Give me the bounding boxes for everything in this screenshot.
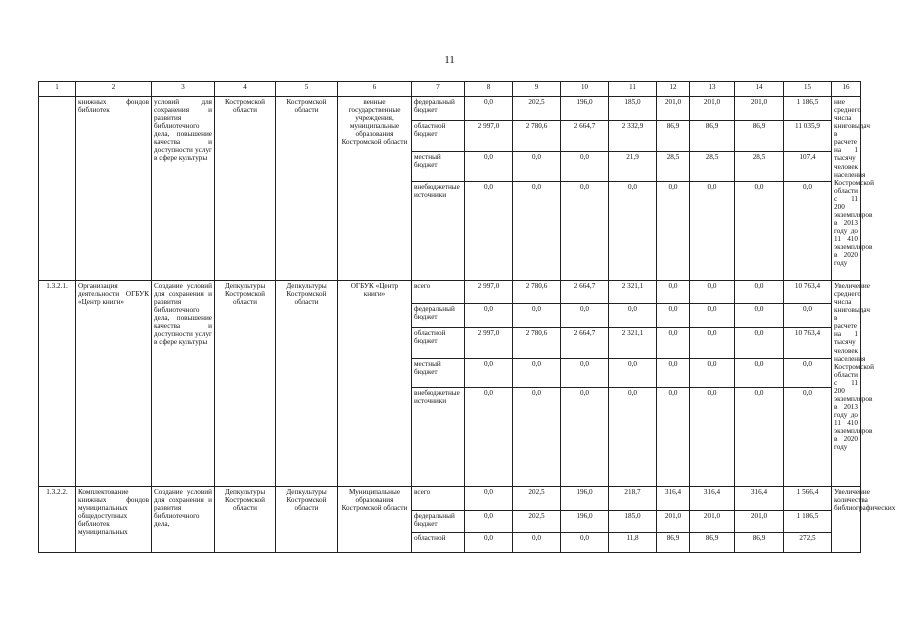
funding-value: 86,9 [690, 533, 735, 553]
funding-value: 2 332,9 [609, 121, 657, 152]
entry-coexecutor: Костромской области [215, 97, 276, 281]
column-number: 8 [465, 82, 513, 97]
entry-coexecutor-2: Депкультуры Костромской области [276, 487, 338, 553]
entry-code: 1.3.2.1. [39, 281, 76, 487]
funding-value: 28,5 [690, 152, 735, 182]
funding-source: внебюджетные источники [412, 182, 465, 281]
funding-value: 201,0 [657, 511, 690, 533]
funding-source: федеральный бюджет [412, 97, 465, 121]
funding-value: 196,0 [561, 487, 609, 511]
funding-value: 0,0 [513, 533, 561, 553]
column-number: 14 [735, 82, 784, 97]
entry-executor: ОГБУК «Центр книги» [338, 281, 412, 487]
funding-value: 0,0 [561, 359, 609, 388]
funding-value: 0,0 [657, 328, 690, 359]
column-number: 10 [561, 82, 609, 97]
entry-goal: Создание условий для сохранения и развития библиотечного дела, [152, 487, 215, 553]
funding-value: 0,0 [690, 182, 735, 281]
funding-value: 0,0 [561, 533, 609, 553]
funding-value: 2 780,6 [513, 281, 561, 304]
entry-name: книжных фондов библиотек [76, 97, 152, 281]
entry-coexecutor: Депкультуры Костромской области [215, 487, 276, 553]
funding-source: областной бюджет [412, 121, 465, 152]
column-number: 2 [76, 82, 152, 97]
funding-value: 316,4 [690, 487, 735, 511]
funding-value: 0,0 [690, 328, 735, 359]
entry-name: Организация деятельности ОГБУК «Центр книги» [76, 281, 152, 487]
funding-value: 0,0 [561, 388, 609, 487]
funding-source: местный бюджет [412, 359, 465, 388]
page-number: 11 [444, 54, 455, 66]
funding-value: 272,5 [784, 533, 832, 553]
column-number: 11 [609, 82, 657, 97]
funding-source: всего [412, 281, 465, 304]
funding-value: 201,0 [690, 97, 735, 121]
entry-executor: венные государственные учреждения, муниципальные образования Костромской области [338, 97, 412, 281]
funding-value: 0,0 [465, 152, 513, 182]
table-row [39, 487, 861, 511]
funding-value: 2 780,6 [513, 121, 561, 152]
funding-value: 0,0 [690, 281, 735, 304]
funding-value: 10 763,4 [784, 328, 832, 359]
funding-value: 201,0 [735, 511, 784, 533]
funding-value: 0,0 [690, 359, 735, 388]
entry-executor: Муниципальные образования Костромской области [338, 487, 412, 553]
funding-value: 0,0 [657, 281, 690, 304]
funding-value: 0,0 [609, 388, 657, 487]
funding-value: 0,0 [735, 359, 784, 388]
expected-result: Увеличение среднего числа книговыдач в расчете на 1 тысячу человек населения Костромской области с 11 200 экземпляров в 2013 году до 11 410 экземпляров в 2020 году [832, 281, 861, 487]
funding-value: 0,0 [657, 182, 690, 281]
funding-value: 0,0 [465, 511, 513, 533]
funding-value: 0,0 [735, 281, 784, 304]
funding-source: федеральный бюджет [412, 511, 465, 533]
funding-value: 2 321,1 [609, 281, 657, 304]
funding-value: 185,0 [609, 511, 657, 533]
funding-value: 0,0 [465, 182, 513, 281]
entry-goal: условий для сохранения и развития библиотечного дела, повышение качества и доступности услуг в сфере культуры [152, 97, 215, 281]
column-number: 7 [412, 82, 465, 97]
funding-value: 0,0 [784, 359, 832, 388]
table-row [39, 281, 861, 304]
column-number: 13 [690, 82, 735, 97]
funding-value: 201,0 [657, 97, 690, 121]
entry-name: Комплектование книжных фондов муниципальных общедоступных библиотек муниципальных [76, 487, 152, 553]
column-number: 6 [338, 82, 412, 97]
entry-coexecutor-2: Депкультуры Костромской области [276, 281, 338, 487]
funding-value: 316,4 [657, 487, 690, 511]
expected-result: ние среднего числа книговыдач в расчете на 1 тысячу человек населения Костромской области с 11 200 экземпляров в 2013 году до 11 410 экземпляров в 2020 году [832, 97, 861, 281]
funding-value: 11 035,9 [784, 121, 832, 152]
entry-coexecutor-2: Костромской области [276, 97, 338, 281]
funding-value: 0,0 [465, 533, 513, 553]
column-number: 9 [513, 82, 561, 97]
funding-value: 0,0 [513, 359, 561, 388]
entry-code [39, 97, 76, 281]
funding-value: 0,0 [513, 152, 561, 182]
funding-value: 1 186,5 [784, 97, 832, 121]
funding-value: 2 997,0 [465, 328, 513, 359]
column-number: 16 [832, 82, 861, 97]
column-number: 15 [784, 82, 832, 97]
funding-value: 0,0 [561, 304, 609, 328]
funding-value: 202,5 [513, 97, 561, 121]
funding-value: 86,9 [690, 121, 735, 152]
funding-value: 0,0 [735, 328, 784, 359]
funding-value: 218,7 [609, 487, 657, 511]
funding-value: 28,5 [735, 152, 784, 182]
column-number: 12 [657, 82, 690, 97]
funding-value: 201,0 [690, 511, 735, 533]
funding-value: 21,9 [609, 152, 657, 182]
funding-value: 0,0 [690, 304, 735, 328]
column-number: 3 [152, 82, 215, 97]
funding-source: местный бюджет [412, 152, 465, 182]
funding-value: 0,0 [465, 359, 513, 388]
funding-value: 2 780,6 [513, 328, 561, 359]
funding-value: 0,0 [657, 388, 690, 487]
funding-value: 2 997,0 [465, 121, 513, 152]
funding-value: 1 186,5 [784, 511, 832, 533]
funding-source: внебюджетные источники [412, 388, 465, 487]
funding-value: 196,0 [561, 511, 609, 533]
funding-value: 0,0 [465, 304, 513, 328]
funding-value: 0,0 [657, 359, 690, 388]
funding-value: 0,0 [784, 182, 832, 281]
funding-value: 11,8 [609, 533, 657, 553]
funding-value: 0,0 [609, 304, 657, 328]
funding-value: 0,0 [513, 388, 561, 487]
funding-source: областной [412, 533, 465, 553]
funding-value: 0,0 [513, 304, 561, 328]
funding-value: 316,4 [735, 487, 784, 511]
column-number: 4 [215, 82, 276, 97]
entry-code: 1.3.2.2. [39, 487, 76, 553]
funding-value: 2 321,1 [609, 328, 657, 359]
funding-value: 0,0 [561, 152, 609, 182]
funding-value: 0,0 [690, 388, 735, 487]
column-number-row [39, 82, 861, 97]
budget-table [38, 81, 896, 553]
funding-value: 86,9 [657, 533, 690, 553]
funding-value: 10 763,4 [784, 281, 832, 304]
funding-value: 1 566,4 [784, 487, 832, 511]
column-number: 5 [276, 82, 338, 97]
funding-value: 2 664,7 [561, 328, 609, 359]
funding-value: 0,0 [561, 182, 609, 281]
funding-value: 0,0 [609, 359, 657, 388]
column-number: 1 [39, 82, 76, 97]
funding-value: 2 664,7 [561, 121, 609, 152]
table-row [39, 97, 861, 121]
funding-value: 86,9 [735, 533, 784, 553]
funding-value: 0,0 [465, 388, 513, 487]
funding-value: 0,0 [465, 487, 513, 511]
funding-value: 0,0 [657, 304, 690, 328]
entry-coexecutor: Депкультуры Костромской области [215, 281, 276, 487]
funding-value: 2 664,7 [561, 281, 609, 304]
expected-result: Увеличение количества библиографических [832, 487, 861, 553]
funding-value: 107,4 [784, 152, 832, 182]
funding-value: 28,5 [657, 152, 690, 182]
funding-value: 0,0 [465, 97, 513, 121]
funding-value: 0,0 [784, 388, 832, 487]
funding-value: 202,5 [513, 487, 561, 511]
funding-value: 185,0 [609, 97, 657, 121]
funding-value: 0,0 [735, 388, 784, 487]
funding-value: 2 997,0 [465, 281, 513, 304]
funding-value: 201,0 [735, 97, 784, 121]
funding-source: всего [412, 487, 465, 511]
funding-value: 0,0 [609, 182, 657, 281]
funding-value: 202,5 [513, 511, 561, 533]
entry-goal: Создание условий для сохранения и развития библиотечного дела, повышение качества и доступности услуг в сфере культуры [152, 281, 215, 487]
funding-value: 0,0 [784, 304, 832, 328]
funding-value: 86,9 [735, 121, 784, 152]
table-body [39, 82, 896, 553]
funding-value: 0,0 [735, 304, 784, 328]
funding-value: 196,0 [561, 97, 609, 121]
funding-source: федеральный бюджет [412, 304, 465, 328]
funding-value: 0,0 [513, 182, 561, 281]
funding-value: 86,9 [657, 121, 690, 152]
funding-source: областной бюджет [412, 328, 465, 359]
funding-value: 0,0 [735, 182, 784, 281]
